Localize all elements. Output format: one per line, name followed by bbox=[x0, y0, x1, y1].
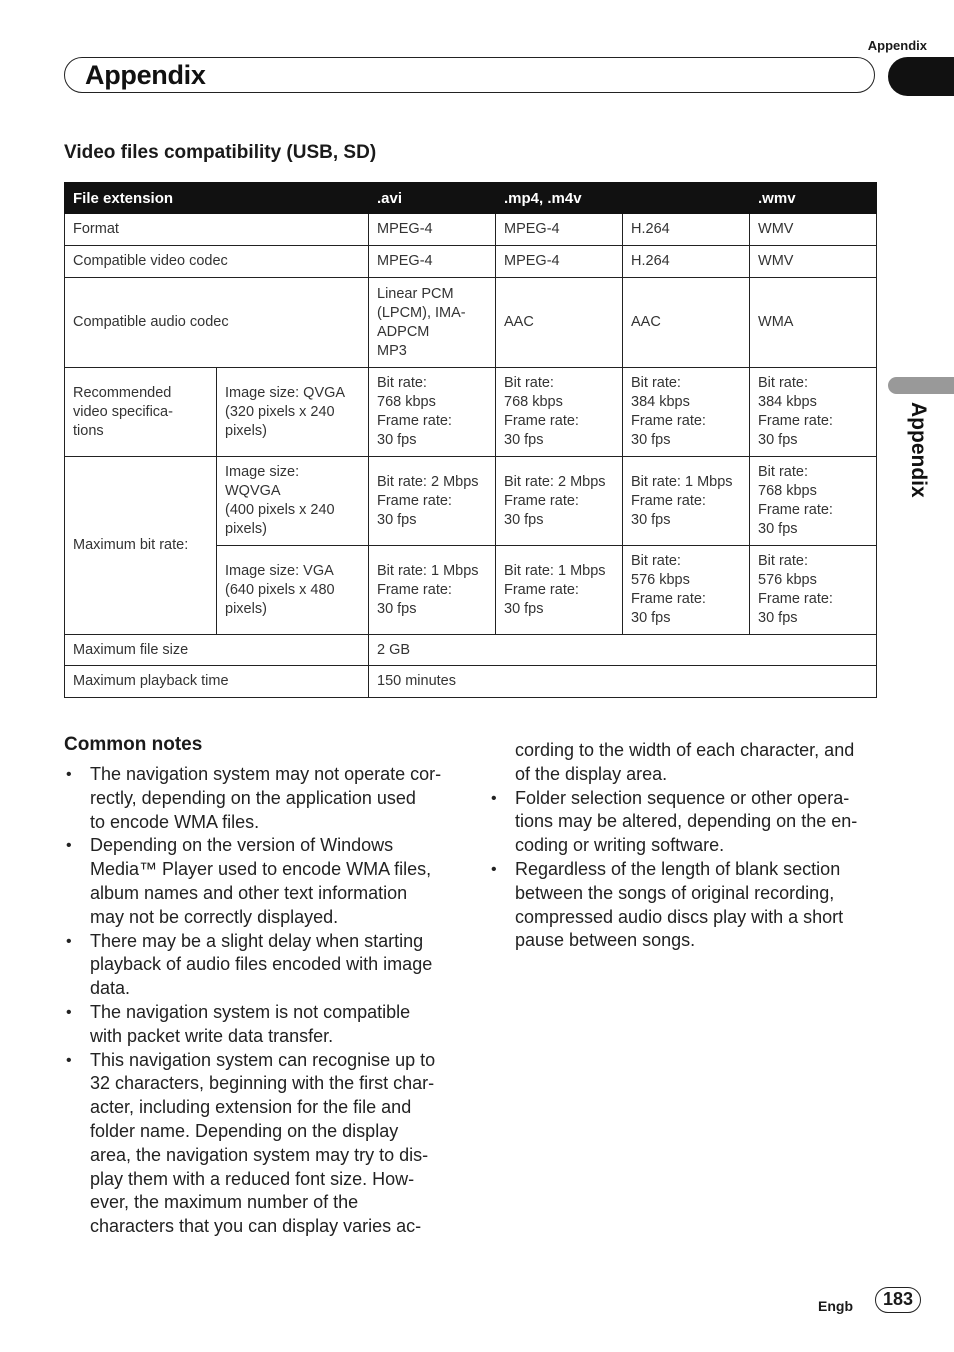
cell-line: Bit rate: bbox=[631, 553, 681, 569]
note-line: coding or writing software. bbox=[515, 835, 725, 856]
cell-line: Frame rate: bbox=[758, 413, 833, 429]
list-item bbox=[64, 930, 456, 1001]
note-line: play them with a reduced font size. How- bbox=[90, 1168, 415, 1189]
cell-line: Bit rate: bbox=[758, 464, 808, 480]
note-line: Media™ Player used to encode WMA files, bbox=[90, 859, 432, 880]
list-item bbox=[64, 834, 456, 929]
cell-line: 30 fps bbox=[504, 432, 544, 448]
cell-line: Frame rate: bbox=[504, 492, 579, 509]
cell-line: Frame rate: bbox=[758, 591, 833, 607]
table-cell bbox=[750, 546, 877, 635]
cell-line: Bit rate: 2 Mbps bbox=[504, 473, 606, 490]
cell-line: Frame rate: bbox=[631, 413, 706, 429]
cell-line: 384 kbps bbox=[758, 394, 817, 410]
cell-line: 576 kbps bbox=[758, 572, 817, 588]
cell-line: Frame rate: bbox=[631, 591, 706, 607]
table-cell bbox=[369, 546, 496, 635]
cell-line: Recommended bbox=[73, 384, 172, 401]
side-section-label: Appendix bbox=[907, 402, 930, 498]
page-title: Appendix bbox=[85, 60, 206, 90]
table-cell: MPEG-4 bbox=[496, 246, 623, 278]
section-title: Video files compatibility (USB, SD) bbox=[64, 142, 377, 163]
note-line: • The navigation system may not operate cor- bbox=[90, 764, 442, 784]
table-cell: H.264 bbox=[623, 246, 750, 278]
cell-line: 30 fps bbox=[377, 600, 417, 617]
note-line: acter, including extension for the file and bbox=[90, 1097, 412, 1118]
cell-line: 30 fps bbox=[758, 521, 798, 537]
table-cell: 150 minutes bbox=[369, 666, 877, 698]
table-cell bbox=[496, 457, 623, 546]
note-line: cording to the width of each character, and bbox=[515, 740, 855, 760]
table-cell: H.264 bbox=[623, 214, 750, 246]
title-bar bbox=[64, 57, 875, 93]
list-item bbox=[64, 763, 456, 834]
table-cell bbox=[217, 368, 369, 457]
list-item bbox=[64, 1001, 456, 1049]
cell-line: Frame rate: bbox=[504, 581, 579, 598]
cell-line: 30 fps bbox=[758, 610, 798, 626]
note-line: album names and other text information bbox=[90, 882, 408, 903]
table-cell: WMA bbox=[750, 278, 877, 368]
cell-line: video specifica- bbox=[73, 403, 173, 420]
cell-line: 30 fps bbox=[631, 511, 671, 528]
note-line: • There may be a slight delay when starting bbox=[90, 930, 424, 951]
note-line: • This navigation system can recognise up to bbox=[90, 1049, 436, 1070]
row-label bbox=[65, 368, 217, 457]
row-label: Format bbox=[65, 214, 369, 246]
note-line: • Depending on the version of Windows bbox=[90, 835, 394, 856]
table-row bbox=[65, 666, 877, 698]
note-line: pause between songs. bbox=[515, 930, 696, 951]
cell-line: 30 fps bbox=[758, 432, 798, 448]
row-label: Maximum playback time bbox=[65, 666, 369, 698]
list-item bbox=[489, 858, 879, 953]
cell-line: 30 fps bbox=[377, 511, 417, 528]
table-cell bbox=[369, 278, 496, 368]
cell-line: 30 fps bbox=[504, 511, 544, 528]
note-line: to encode WMA files. bbox=[90, 811, 260, 832]
table-cell bbox=[623, 368, 750, 457]
section-tab-marker bbox=[888, 377, 954, 394]
cell-line: Bit rate: 2 Mbps bbox=[377, 473, 479, 490]
note-line: with packet write data transfer. bbox=[90, 1025, 334, 1046]
page-number: 183 bbox=[875, 1287, 921, 1313]
cell-line: (320 pixels x 240 bbox=[225, 403, 335, 420]
cell-line: Bit rate: bbox=[758, 553, 808, 569]
table-cell bbox=[623, 457, 750, 546]
table-cell bbox=[496, 368, 623, 457]
table-row bbox=[65, 457, 877, 546]
cell-line: 384 kbps bbox=[631, 394, 690, 410]
table-cell: MPEG-4 bbox=[369, 214, 496, 246]
table-cell bbox=[496, 546, 623, 635]
row-label: Maximum file size bbox=[65, 635, 369, 666]
cell-line: Image size: QVGA bbox=[225, 384, 346, 401]
table-cell bbox=[369, 368, 496, 457]
table-row bbox=[65, 635, 877, 666]
table-cell: 2 GB bbox=[369, 635, 877, 666]
cell-line: Frame rate: bbox=[758, 502, 833, 518]
cell-line: pixels) bbox=[225, 600, 267, 617]
row-label: Compatible video codec bbox=[65, 246, 369, 278]
cell-line: 768 kbps bbox=[377, 394, 436, 410]
note-line: characters that you can display varies ac- bbox=[90, 1216, 422, 1237]
cell-line: ADPCM bbox=[377, 323, 430, 340]
note-line: data. bbox=[90, 978, 131, 999]
cell-line: Frame rate: bbox=[377, 581, 452, 598]
table-cell bbox=[750, 368, 877, 457]
cell-line: Bit rate: 1 Mbps bbox=[504, 562, 606, 579]
note-line: 32 characters, beginning with the first char- bbox=[90, 1073, 435, 1094]
cell-line: Frame rate: bbox=[377, 413, 452, 429]
note-line: ever, the maximum number of the bbox=[90, 1192, 359, 1213]
cell-line: 30 fps bbox=[631, 432, 671, 448]
table-cell bbox=[623, 546, 750, 635]
table-cell: AAC bbox=[496, 278, 623, 368]
compatibility-table bbox=[64, 182, 877, 698]
table-cell: AAC bbox=[623, 278, 750, 368]
cell-line: Image size: bbox=[225, 464, 300, 480]
note-line: may not be correctly displayed. bbox=[90, 906, 339, 927]
cell-line: Frame rate: bbox=[504, 413, 579, 429]
cell-line: 30 fps bbox=[377, 432, 417, 448]
table-row bbox=[65, 368, 877, 457]
table-cell bbox=[369, 457, 496, 546]
table-cell: WMV bbox=[750, 246, 877, 278]
cell-line: Bit rate: bbox=[504, 375, 554, 391]
cell-line: Bit rate: 1 Mbps bbox=[631, 473, 733, 490]
note-line: compressed audio discs play with a short bbox=[515, 906, 844, 927]
row-label: Compatible audio codec bbox=[65, 278, 369, 368]
cell-line: Bit rate: 1 Mbps bbox=[377, 562, 479, 579]
note-line: between the songs of original recording, bbox=[515, 882, 835, 903]
table-cell: MPEG-4 bbox=[369, 246, 496, 278]
cell-line: WQVGA bbox=[225, 483, 281, 499]
header-mp4: .mp4, .m4v bbox=[496, 183, 750, 214]
cell-line: Bit rate: bbox=[377, 375, 427, 391]
note-line: folder name. Depending on the display bbox=[90, 1120, 399, 1141]
cell-line: Frame rate: bbox=[377, 492, 452, 509]
note-line: playback of audio files encoded with image bbox=[90, 954, 433, 975]
note-line: area, the navigation system may try to dis- bbox=[90, 1144, 429, 1165]
cell-line: 30 fps bbox=[631, 610, 671, 626]
note-line: • The navigation system is not compatible bbox=[90, 1001, 411, 1022]
table-cell: WMV bbox=[750, 214, 877, 246]
cell-line: 576 kbps bbox=[631, 572, 690, 588]
list-item bbox=[64, 1049, 456, 1239]
table-cell bbox=[217, 457, 369, 546]
notes-list-right bbox=[489, 739, 879, 953]
table-row bbox=[65, 246, 877, 278]
cell-line: 768 kbps bbox=[758, 483, 817, 499]
table-cell bbox=[750, 457, 877, 546]
cell-line: (400 pixels x 240 bbox=[225, 502, 335, 518]
cell-line: Linear PCM bbox=[377, 285, 454, 302]
cell-line: Frame rate: bbox=[631, 492, 706, 509]
list-item bbox=[489, 787, 879, 858]
header-wmv: .wmv bbox=[750, 183, 877, 214]
cell-line: Bit rate: bbox=[631, 375, 681, 391]
cell-line: tions bbox=[73, 422, 104, 439]
footer-language: Engb bbox=[818, 1298, 853, 1314]
cell-line: pixels) bbox=[225, 521, 267, 537]
notes-list-left bbox=[64, 763, 456, 1239]
cell-line: Image size: VGA bbox=[225, 562, 334, 579]
note-line: • Folder selection sequence or other opera- bbox=[515, 787, 850, 808]
note-line: • Regardless of the length of blank section bbox=[515, 858, 841, 879]
cell-line: MP3 bbox=[377, 342, 407, 359]
cell-line: Bit rate: bbox=[758, 375, 808, 391]
notes-title: Common notes bbox=[64, 734, 203, 755]
table-row bbox=[65, 278, 877, 368]
cell-line: 768 kbps bbox=[504, 394, 563, 410]
chapter-tab bbox=[888, 57, 954, 96]
note-line: rectly, depending on the application used bbox=[90, 787, 416, 808]
table-cell: MPEG-4 bbox=[496, 214, 623, 246]
note-line: of the display area. bbox=[515, 763, 668, 784]
cell-line: (640 pixels x 480 bbox=[225, 581, 335, 598]
running-head: Appendix bbox=[867, 38, 927, 53]
row-label: Maximum bit rate: bbox=[65, 457, 217, 635]
list-item bbox=[489, 739, 879, 787]
cell-line: 30 fps bbox=[504, 600, 544, 617]
header-avi: .avi bbox=[369, 183, 496, 214]
table-cell bbox=[217, 546, 369, 635]
note-line: tions may be altered, depending on the en- bbox=[515, 811, 858, 832]
cell-line: (LPCM), IMA- bbox=[377, 304, 466, 321]
cell-line: pixels) bbox=[225, 422, 267, 439]
header-file-extension: File extension bbox=[65, 183, 369, 214]
table-header-row bbox=[65, 183, 877, 214]
table-row bbox=[65, 214, 877, 246]
